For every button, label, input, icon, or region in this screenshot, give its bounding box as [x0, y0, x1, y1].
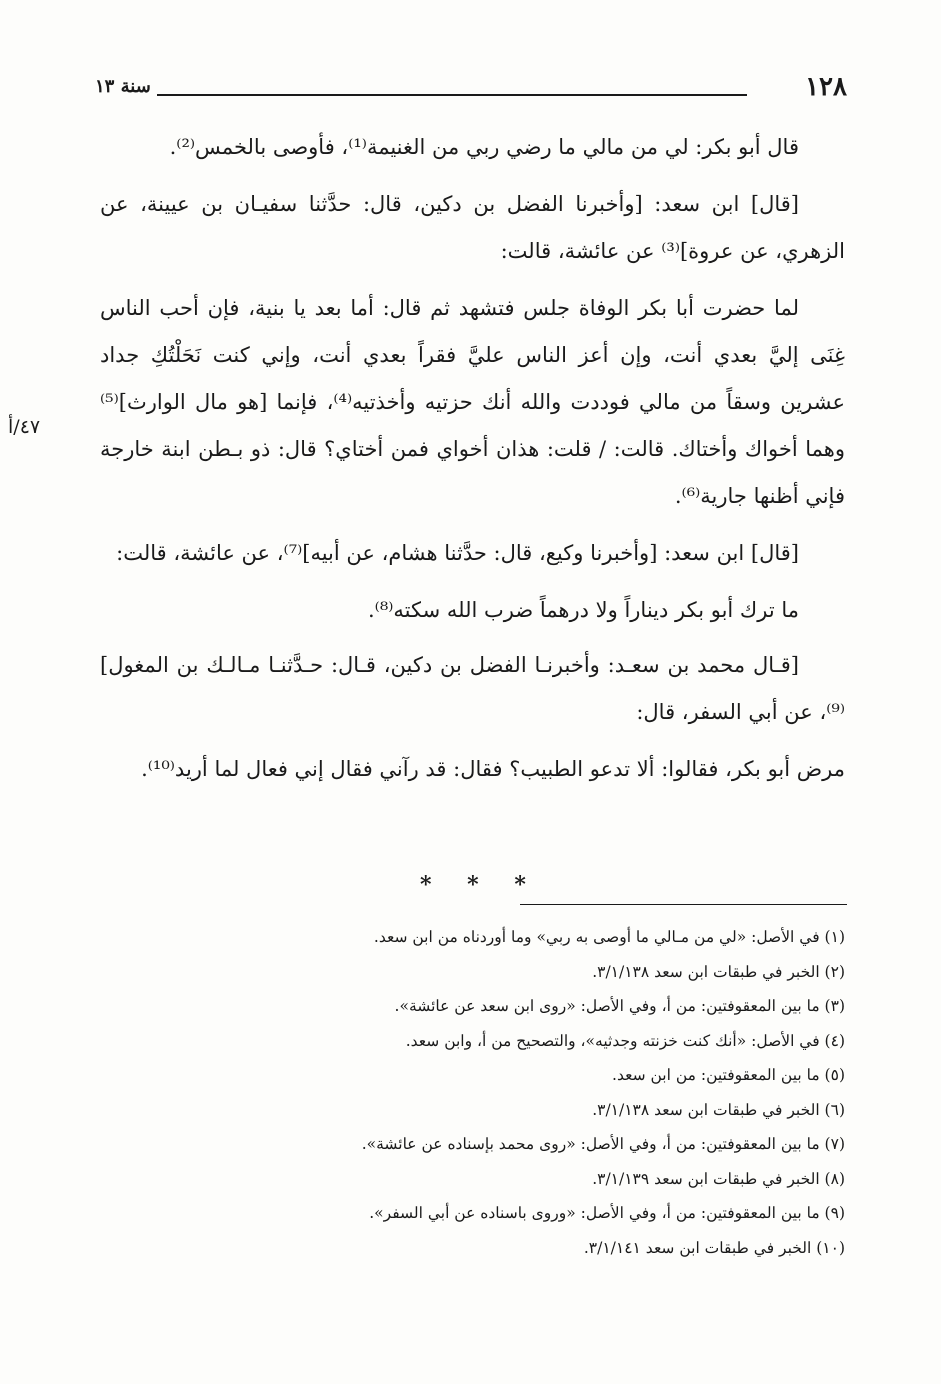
footnote-10: (١٠) الخبر في طبقات ابن سعد ٣/١/١٤١. — [583, 1238, 845, 1257]
footnote-9: (٩) ما بين المعقوفتين: من أ، وفي الأصل: «وروى باسناده عن أبي السفر». — [369, 1204, 845, 1222]
paragraph-3: لما حضرت أبا بكر الوفاة جلس فتشهد ثم قال: أما بعد يا بنية، فإن أحب الناس غِنَى إليَّ بعدي أنت، وإن أعز الناس عليَّ فقراً بعدي أنت، وإني كنت نَحَلْتُكِ جداد عشرين وسقاً من مالي فوددت والله أنك حزتيه وأخذتيه⁽⁴⁾، فإنما [هو مال الوارث]⁽⁵⁾ وهما أخواك وأختاك. قالت: / قلت: هذان أخواي فمن أختاي؟ قال: ذو بـطن ابنة خارجة فإني أظنها جارية⁽⁶⁾. — [100, 296, 845, 508]
footnote-6: (٦) الخبر في طبقات ابن سعد ٣/١/١٣٨. — [592, 1100, 845, 1119]
page-header — [95, 72, 847, 108]
main-text — [100, 124, 845, 803]
paragraph-1: قال أبو بكر: لي من مالي ما رضي ربي من الغنيمة⁽¹⁾، فأوصى بالخمس⁽²⁾. — [169, 135, 799, 159]
footnote-5: (٥) ما بين المعقوفتين: من ابن سعد. — [612, 1066, 845, 1084]
paragraph-6: [قـال محمد بن سعـد: وأخبرنـا الفضل بن دكين، قـال: حـدَّثنـا مـالـك بن المغول]⁽⁹⁾، عن أبي السفر، قال: — [100, 653, 845, 724]
header-rule — [157, 94, 747, 96]
footnote-7: (٧) ما بين المعقوفتين: من أ، وفي الأصل: «روى محمد بإسناده عن عائشة». — [361, 1135, 845, 1153]
section-divider: * * * — [420, 872, 540, 898]
paragraph-7: مرض أبو بكر، فقالوا: ألا تدعو الطبيب؟ فقال: قد رآني فقال إني فعال لما أريد⁽¹⁰⁾. — [141, 757, 845, 781]
footnote-1: (١) في الأصل: «لي من مـالي ما أوصى به ربي» وما أوردناه من ابن سعد. — [373, 928, 845, 946]
footnotes — [100, 920, 845, 1265]
margin-folio-marker: ٤٧/أ — [8, 416, 41, 438]
footnote-8: (٨) الخبر في طبقات ابن سعد ٣/١/١٣٩. — [592, 1169, 845, 1188]
footnote-3: (٣) ما بين المعقوفتين: من أ، وفي الأصل: «روى ابن سعد عن عائشة». — [394, 997, 845, 1015]
paragraph-2: [قال] ابن سعد: [وأخبرنا الفضل بن دكين، قال: حدَّثنا سفيـان بن عيينة، عن الزهري، عن عروة]⁽³⁾ عن عائشة، قالت: — [100, 192, 845, 263]
page-number: ١٢٨ — [805, 72, 847, 102]
paragraph-4: [قال] ابن سعد: [وأخبرنا وكيع، قال: حدَّثنا هشام، عن أبيه]⁽⁷⁾، عن عائشة، قالت: — [116, 541, 799, 565]
footnote-rule — [520, 904, 847, 905]
footnote-4: (٤) في الأصل: «أنك كنت خزنته وجدثيه»، والتصحيح من أ، وابن سعد. — [405, 1031, 845, 1050]
footnote-2: (٢) الخبر في طبقات ابن سعد ٣/١/١٣٨. — [592, 962, 845, 981]
running-head: سنة ١٣ — [95, 76, 151, 97]
paragraph-5: ما ترك أبو بكر ديناراً ولا درهماً ضرب الله سكته⁽⁸⁾. — [368, 598, 799, 622]
